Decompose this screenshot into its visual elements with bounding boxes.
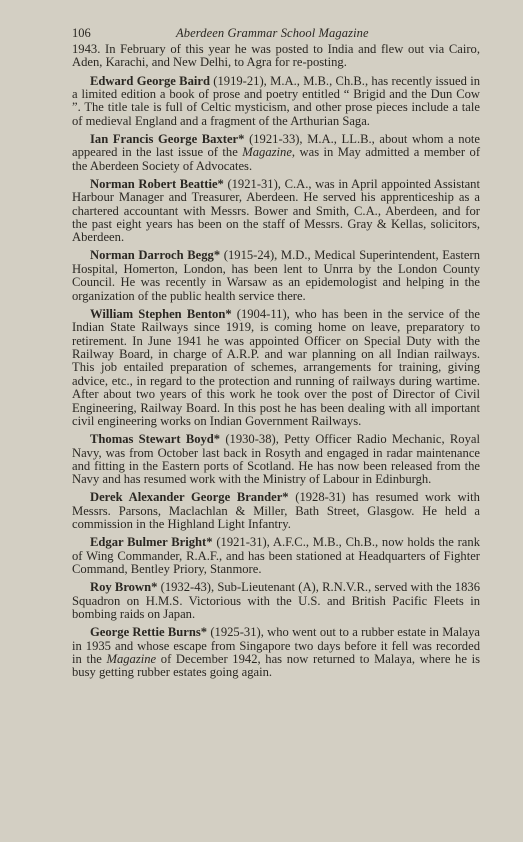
entry-paragraph	[72, 133, 480, 173]
paragraph-text: 1943. In February of this year he was posted to India and flew out via Cairo, Aden, Karachi, and New Delhi, to Agra for re-posting.	[72, 42, 480, 70]
person-name: Roy Brown*	[90, 580, 158, 595]
magazine-italic-title: Magazine	[242, 145, 292, 160]
entry-text: (1915-24), M.D., Medical Superintendent, Eastern Hospital, Homerton, London, has been lent to Unrra by the London County Council. He was recently in Warsaw as an epidemologist and helping in the organization of the public health service there.	[72, 248, 480, 303]
entry-text: (1928-31) has resumed work with Messrs. Parsons, Maclachlan & Miller, Bath Street, Glasgow. He held a commission in the Highland Light Infantry.	[72, 490, 480, 532]
person-name: Norman Robert Beattie*	[90, 176, 224, 191]
continued-paragraph	[72, 43, 480, 70]
entry-paragraph	[72, 249, 480, 303]
person-name: George Rettie Burns*	[90, 625, 208, 640]
person-name: William Stephen Benton*	[90, 306, 232, 321]
entry-paragraph	[72, 433, 480, 487]
entry-paragraph	[72, 491, 480, 531]
article-body	[72, 43, 480, 684]
running-title: Aberdeen Grammar School Magazine	[176, 26, 369, 40]
entry-text-continued: , was in May admitted a member of the Aberdeen Society of Advocates.	[72, 145, 481, 173]
page-number: 106	[72, 26, 91, 40]
entry-text-continued: of December 1942, has now returned to Malaya, where he is busy getting rubber estates going again.	[72, 651, 480, 680]
person-name: Thomas Stewart Boyd*	[90, 432, 221, 447]
person-name: Ian Francis George Baxter*	[90, 131, 245, 146]
page-header	[72, 26, 480, 42]
entry-text: (1921-31), C.A., was in April appointed Assistant Harbour Manager and Treasurer, Aberdeen. He served his apprenticeship as a chartered accountant with Messrs. Bower and Smith, C.A., Aberdeen, and for the past eight years has been on the staff of Messrs. Gray & Kellas, solicitors, Aberdeen.	[72, 176, 480, 245]
entry-paragraph	[72, 581, 480, 621]
person-name: Norman Darroch Begg*	[90, 248, 221, 263]
entry-paragraph	[72, 626, 480, 680]
person-name: Derek Alexander George Brander*	[90, 490, 289, 505]
entry-text: (1932-43), Sub-Lieutenant (A), R.N.V.R., served with the 1836 Squadron on H.M.S. Victorious with the U.S. and British Pacific Fleets in bombing raids on Japan.	[72, 580, 480, 622]
entry-text: (1921-31), A.F.C., M.B., Ch.B., now holds the rank of Wing Commander, R.A.F., and has been stationed at Headquarters of Fighter Command, Bentley Priory, Stanmore.	[72, 535, 480, 577]
entry-text: (1921-33), M.A., LL.B., about whom a note appeared in the last issue of the	[72, 131, 480, 160]
entry-paragraph	[72, 75, 480, 129]
entry-text: (1925-31), who went out to a rubber estate in Malaya in 1935 and whose escape from Singapore two days before it fell was recorded in the	[72, 625, 480, 666]
person-name: Edgar Bulmer Bright*	[90, 535, 213, 550]
entry-text: (1904-11), who has been in the service of the Indian State Railways since 1919, is coming home on leave, preparatory to retirement. In June 1941 he was appointed Officer on Special Duty with the Railway Board, in charge of A.R.P. and war planning on all Indian railways. This job entailed preparation of schemes, arrangements for training, giving advice, etc., in regard to the protection and running of railways during wartime. After about two years of this work he took over the post of Director of Civil Engineering, Railway Board. In this post he has been dealing with all important civil engineering works on Indian Government Railways.	[72, 306, 480, 428]
magazine-italic-title: Magazine	[106, 651, 157, 666]
entry-paragraph	[72, 308, 480, 429]
entry-paragraph	[72, 536, 480, 576]
person-name: Edward George Baird	[90, 73, 210, 88]
entry-text: (1930-38), Petty Officer Radio Mechanic, Royal Navy, was from October last back in Rosyth and engaged in radar maintenance and fitting in the Eastern ports of Scotland. He has now been released from the Navy and has resumed work with the Ministry of Labour in Edinburgh.	[72, 432, 480, 487]
entry-text: (1919-21), M.A., M.B., Ch.B., has recently issued in a limited edition a book of prose and poetry entitled “ Brigid and the Dun Cow ”. The title tale is full of Celtic mysticism, and other prose pieces include a tale of medieval England and a fragment of the Arthurian Saga.	[72, 73, 480, 128]
entry-paragraph	[72, 178, 480, 245]
